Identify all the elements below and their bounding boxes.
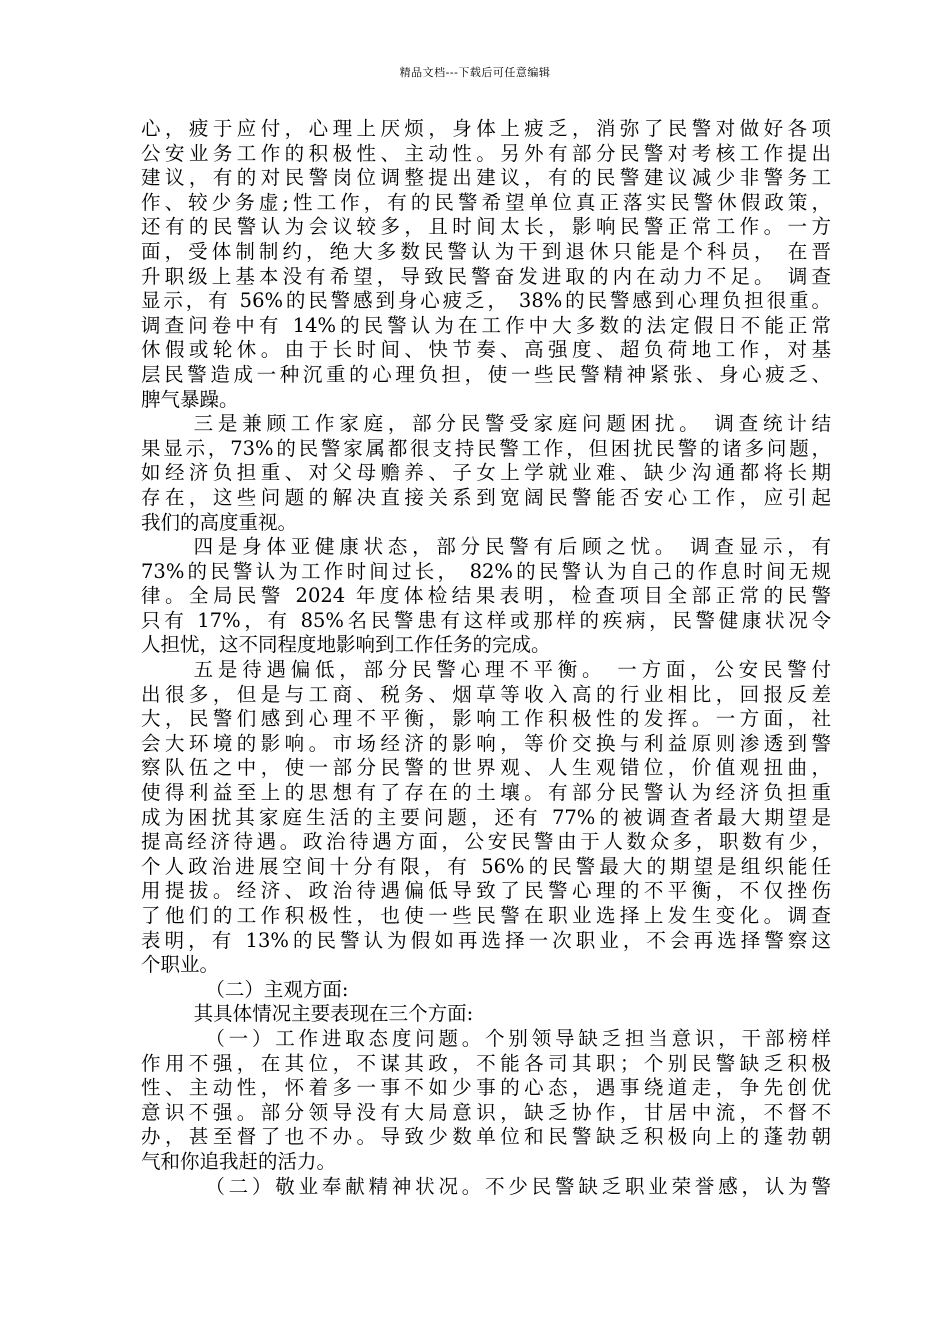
text-line: 办，甚至督了也不办。导致少数单位和民警缺乏积极向上的蓬勃朝 [141, 1125, 831, 1149]
text-line: 其具体情况主要表现在三个方面: [193, 1002, 474, 1026]
text-line: 意识不强。部分领导没有大局意识，缺乏协作，甘居中流，不督不 [141, 1100, 831, 1124]
document-body [141, 117, 831, 1199]
text-line: 用提拔。经济、政治待遇偏低导致了民警心理的不平衡，不仅挫伤 [141, 879, 831, 903]
text-line: 会大环境的影响。市场经济的影响，等价交换与利益原则渗透到警 [141, 731, 831, 755]
page-header: 精品文档---下载后可任意编辑 [399, 66, 551, 79]
text-line: 公安业务工作的积极性、主动性。另外有部分民警对考核工作提出 [141, 141, 831, 165]
text-line: 大，民警们感到心理不平衡，影响工作积极性的发挥。一方面，社 [141, 707, 831, 731]
text-line: 如经济负担重、对父母赡养、子女上学就业难、缺少沟通都将长期 [141, 461, 831, 485]
text-line: 察队伍之中，使一部分民警的世界观、人生观错位，价值观扭曲， [141, 756, 831, 780]
text-line: 出很多，但是与工商、税务、烟草等收入高的行业相比，回报反差 [141, 682, 831, 706]
text-line: 表明，有 13%的民警认为假如再选择一次职业，不会再选择警察这 [141, 928, 831, 952]
text-line: 作用不强，在其位，不谋其政，不能各司其职；个别民警缺乏积极 [141, 1051, 831, 1075]
text-line: 心，疲于应付，心理上厌烦，身体上疲乏，消弥了民警对做好各项 [141, 117, 831, 140]
text-line: 四是身体亚健康状态，部分民警有后顾之忧。 调查显示，有 [193, 535, 831, 559]
text-line: 我们的高度重视。 [141, 510, 298, 534]
text-line: 果显示，73%的民警家属都很支持民警工作，但困扰民警的诸多问题， [141, 436, 831, 460]
text-line: 脾气暴躁。 [141, 387, 239, 411]
text-line: 人担忧，这不同程度地影响到工作任务的完成。 [141, 633, 551, 657]
text-line: 三是兼顾工作家庭，部分民警受家庭问题困扰。 调查统计结 [193, 412, 831, 436]
text-line: 作、较少务虚;性工作，有的民警希望单位真正落实民警休假政策， [141, 190, 831, 214]
text-line: 休假或轮休。由于长时间、快节奏、高强度、超负荷地工作，对基 [141, 338, 831, 362]
text-line: 面，受体制制约，绝大多数民警认为干到退休只能是个科员， 在晋 [141, 239, 831, 263]
text-line: 气和你追我赶的活力。 [141, 1149, 337, 1173]
text-line: 个职业。 [141, 953, 220, 977]
text-line: （一）工作进取态度问题。个别领导缺乏担当意识，干部榜样 [205, 1026, 831, 1050]
text-line: 成为困扰其家庭生活的主要问题，还有 77%的被调查者最大期望是 [141, 805, 831, 829]
text-line: 性、主动性，怀着多一事不如少事的心态，遇事绕道走，争先创优 [141, 1076, 831, 1100]
text-line: 律。全局民警 2024 年度体检结果表明，检查项目全部正常的民警 [141, 584, 831, 608]
text-line: 五是待遇偏低，部分民警心理不平衡。 一方面，公安民警付 [193, 658, 831, 682]
text-line: 73%的民警认为工作时间过长， 82%的民警认为自己的作息时间无规 [141, 559, 831, 583]
text-line: 还有的民警认为会议较多，且时间太长，影响民警正常工作。一方 [141, 215, 831, 239]
text-line: （二）主观方面: [205, 977, 349, 1001]
text-line: 个人政治进展空间十分有限，有 56%的民警最大的期望是组织能任 [141, 854, 831, 878]
text-line: 升职级上基本没有希望，导致民警奋发进取的内在动力不足。 调查 [141, 264, 831, 288]
text-line: 只有 17%，有 85%名民警患有这样或那样的疾病，民警健康状况令 [141, 608, 831, 632]
text-line: 存在，这些问题的解决直接关系到宽阔民警能否安心工作，应引起 [141, 485, 831, 509]
text-line: 显示，有 56%的民警感到身心疲乏， 38%的民警感到心理负担很重。 [141, 289, 831, 313]
text-line: 使得利益至上的思想有了存在的土壤。有部分民警认为经济负担重 [141, 781, 831, 805]
text-line: 了他们的工作积极性，也使一些民警在职业选择上发生变化。调查 [141, 904, 831, 927]
text-line: 调查问卷中有 14%的民警认为在工作中大多数的法定假日不能正常 [141, 313, 831, 337]
text-line: 建议，有的对民警岗位调整提出建议，有的民警建议减少非警务工 [141, 166, 831, 190]
text-line: （二）敬业奉献精神状况。不少民警缺乏职业荣誉感，认为警 [205, 1174, 831, 1198]
text-line: 层民警造成一种沉重的心理负担，使一些民警精神紧张、身心疲乏、 [141, 362, 831, 386]
text-line: 提高经济待遇。政治待遇方面，公安民警由于人数众多，职数有少， [141, 830, 831, 854]
